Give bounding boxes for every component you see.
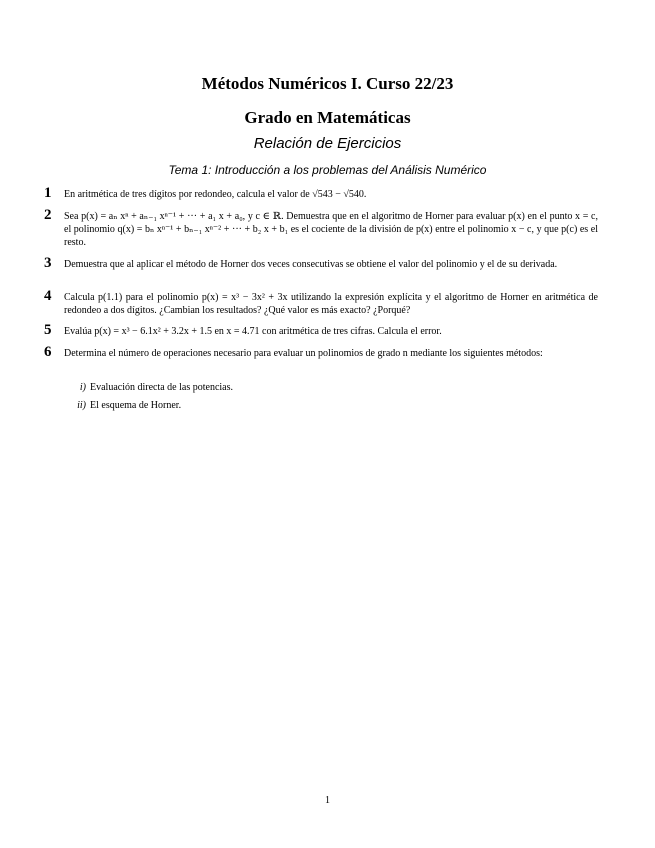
section-heading: Relación de Ejercicios [253, 135, 402, 152]
exercise-number: 5 [44, 322, 52, 338]
exercise-text: Determina el número de operaciones necesario para evaluar un polinomios de grado n mediante los siguientes métodos: [64, 348, 543, 359]
exercise-text: Demuestra que al aplicar el método de Horner dos veces consecutivas se obtiene el valor del polinomio y el de su derivada. [64, 259, 558, 270]
exercise-text: Evalúa p(x) = x³ − 6.1x² + 3.2x + 1.5 en x = 4.71 con aritmética de tres cifras. Calcula el error. [64, 326, 442, 337]
document-subtitle: Grado en Matemáticas [244, 108, 411, 127]
subitem-marker: ii) [77, 400, 86, 411]
document-title: Métodos Numéricos I. Curso 22/23 [201, 74, 454, 93]
exercise-number: 4 [44, 288, 52, 304]
exercise-number: 1 [44, 185, 52, 201]
topic-heading: Tema 1: Introducción a los problemas del Análisis Numérico [168, 163, 487, 177]
exercise-1 [44, 185, 598, 201]
exercise-text: Sea p(x) = aₙ xⁿ + aₙ₋₁ xⁿ⁻¹ + ··· + a₁ x + a₀, y c ∈ ℝ. Demuestra que en el algoritmo de Horner para evaluar p(x) en el punto x = c, el polinomio q(x) = bₙ xⁿ⁻¹ + bₙ₋₁ xⁿ⁻² + ··· + b₂ x + b₁ es el cociente de la división de p(x) entre el polinomio x − c, y que p(c) es el resto. [64, 211, 598, 248]
page-number: 1 [325, 795, 330, 806]
exercise-number: 2 [44, 207, 52, 223]
exercise-4 [44, 288, 598, 317]
exercise-text: En aritmética de tres dígitos por redondeo, calcula el valor de √543 − √540. [64, 189, 367, 200]
subitem-text: El esquema de Horner. [90, 400, 182, 411]
exercise-text: Calcula p(1.1) para el polinomio p(x) = x³ − 3x² + 3x utilizando la expresión explícita y el algoritmo de Horner en aritmética de redondeo a dos dígitos. ¿Cambian los resultados? ¿Qué valor es más exacto? ¿Porqué? [64, 292, 598, 316]
exercise-6 [44, 344, 598, 360]
exercise-5 [44, 322, 598, 338]
subitem-2 [64, 399, 181, 412]
subitem-text: Evaluación directa de las potencias. [90, 382, 233, 393]
exercise-number: 3 [44, 255, 52, 271]
exercise-3 [44, 255, 598, 271]
subitem-1 [64, 381, 233, 394]
exercise-number: 6 [44, 344, 52, 360]
subitem-marker: i) [79, 382, 86, 393]
exercise-2 [44, 207, 598, 249]
